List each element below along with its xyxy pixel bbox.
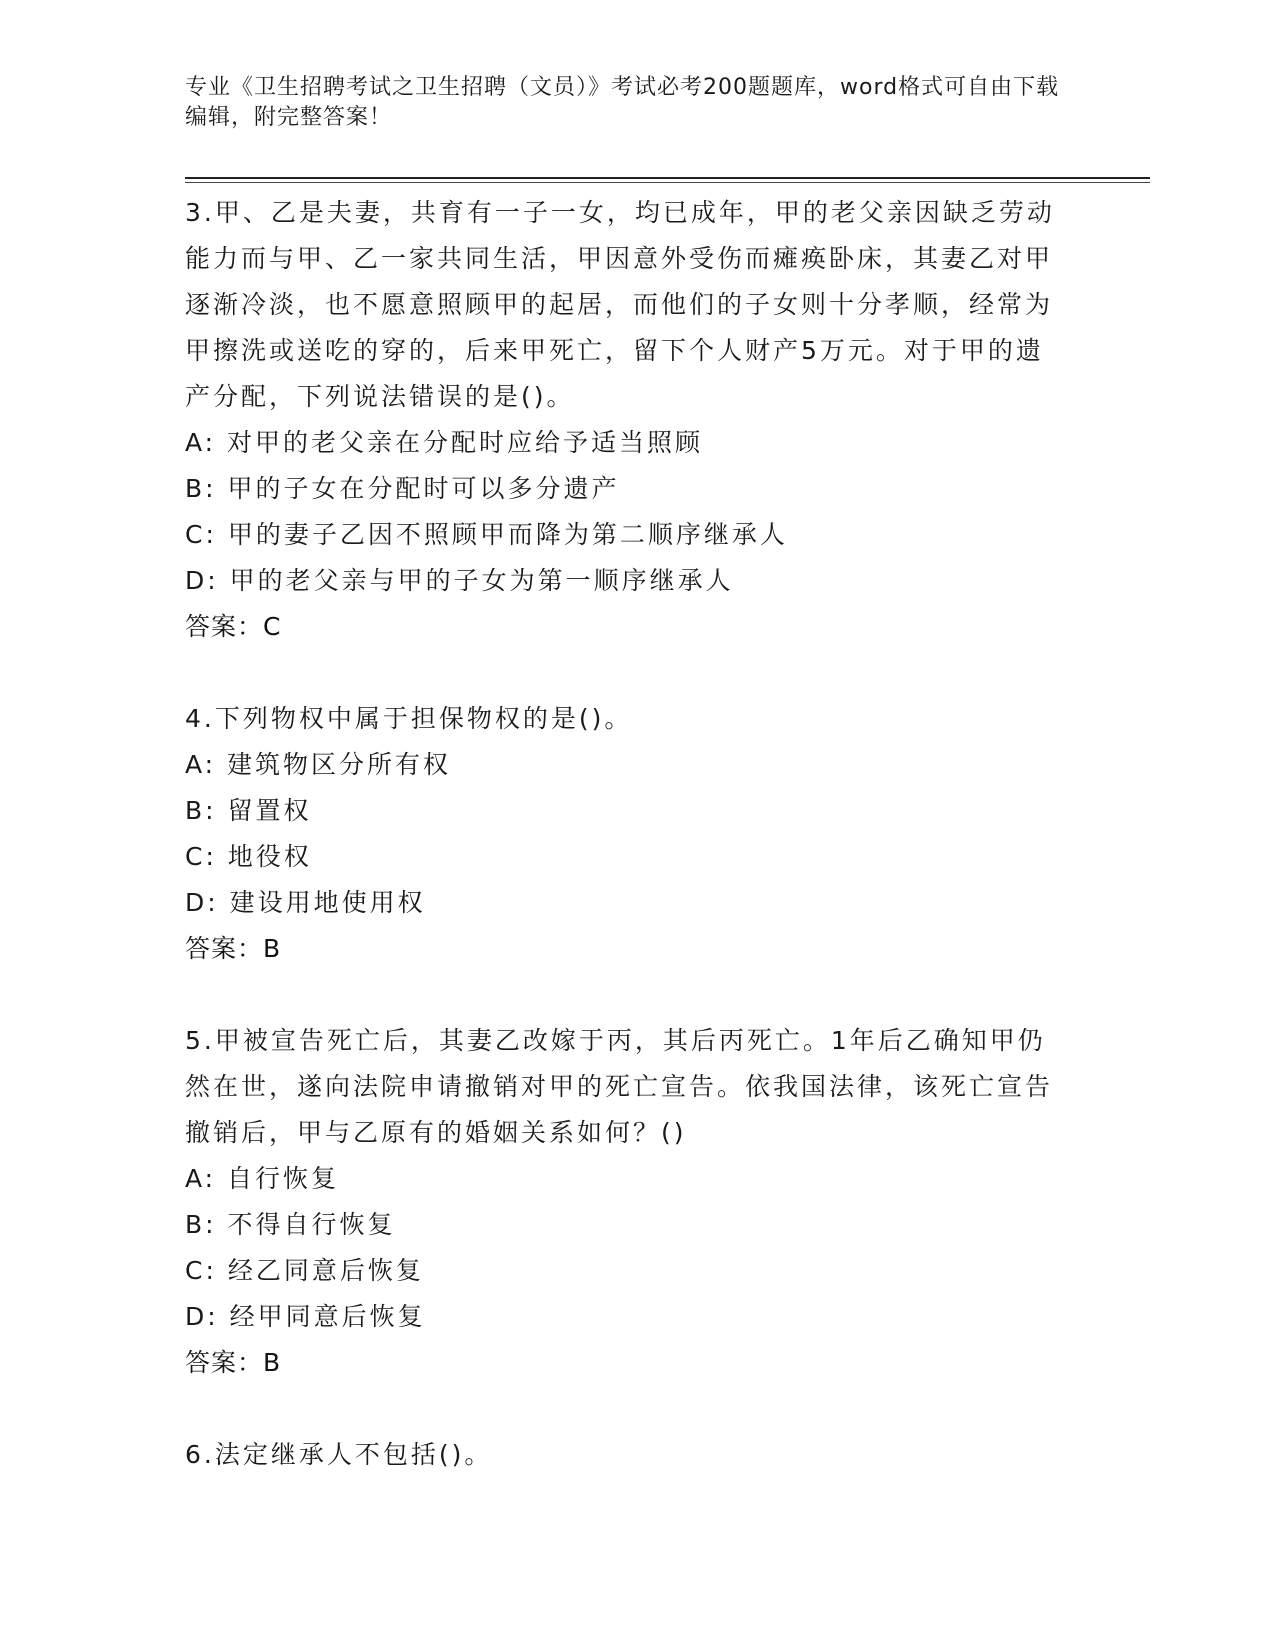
header-divider-thin [185,182,1150,183]
question-stem: 5.甲被宣告死亡后，其妻乙改嫁于丙，其后丙死亡。1年后乙确知甲仍然在世，遂向法院申请撤销对甲的死亡宣告。依我国法律，该死亡宣告撤销后，甲与乙原有的婚姻关系如何？() [185,1026,1054,1147]
question-stem: 6.法定继承人不包括()。 [185,1440,493,1469]
option-a: A: 自行恢复 [185,1164,340,1193]
option-d: D: 甲的老父亲与甲的子女为第一顺序继承人 [185,566,734,595]
answer-line [185,1340,1065,1386]
option-b: B: 甲的子女在分配时可以多分遗产 [185,474,620,503]
answer-value: B [263,1348,282,1377]
question-3 [185,190,1065,650]
option-d: D: 建设用地使用权 [185,888,426,917]
question-list [185,190,1065,1524]
answer-line [185,926,1065,972]
question-stem: 4.下列物权中属于担保物权的是()。 [185,704,633,733]
option-b: B: 留置权 [185,796,312,825]
answer-value: C [263,612,282,641]
question-6 [185,1432,1065,1478]
option-c: C: 地役权 [185,842,312,871]
option-a: A: 对甲的老父亲在分配时应给予适当照顾 [185,428,704,457]
header-divider [185,177,1150,179]
question-5 [185,1018,1065,1386]
answer-value: B [263,934,282,963]
option-c: C: 经乙同意后恢复 [185,1256,424,1285]
question-stem: 3.甲、乙是夫妻，共育有一子一女，均已成年，甲的老父亲因缺乏劳动能力而与甲、乙一家共同生活，甲因意外受伤而瘫痪卧床，其妻乙对甲逐渐冷淡，也不愿意照顾甲的起居，而他们的子女则十分孝顺，经常为甲擦洗或送吃的穿的，后来甲死亡，留下个人财产5万元。对于甲的遗产分配，下列说法错误的是()。 [185,198,1055,411]
option-b: B: 不得自行恢复 [185,1210,396,1239]
answer-label: 答案： [185,1348,264,1377]
document-header: 专业《卫生招聘考试之卫生招聘（文员）》考试必考200题题库，word格式可自由下载编辑，附完整答案！ [185,75,1060,130]
answer-label: 答案： [185,934,264,963]
option-a: A: 建筑物区分所有权 [185,750,452,779]
option-c: C: 甲的妻子乙因不照顾甲而降为第二顺序继承人 [185,520,788,549]
option-d: D: 经甲同意后恢复 [185,1302,426,1331]
answer-line [185,604,1065,650]
answer-label: 答案： [185,612,264,641]
question-4 [185,696,1065,972]
